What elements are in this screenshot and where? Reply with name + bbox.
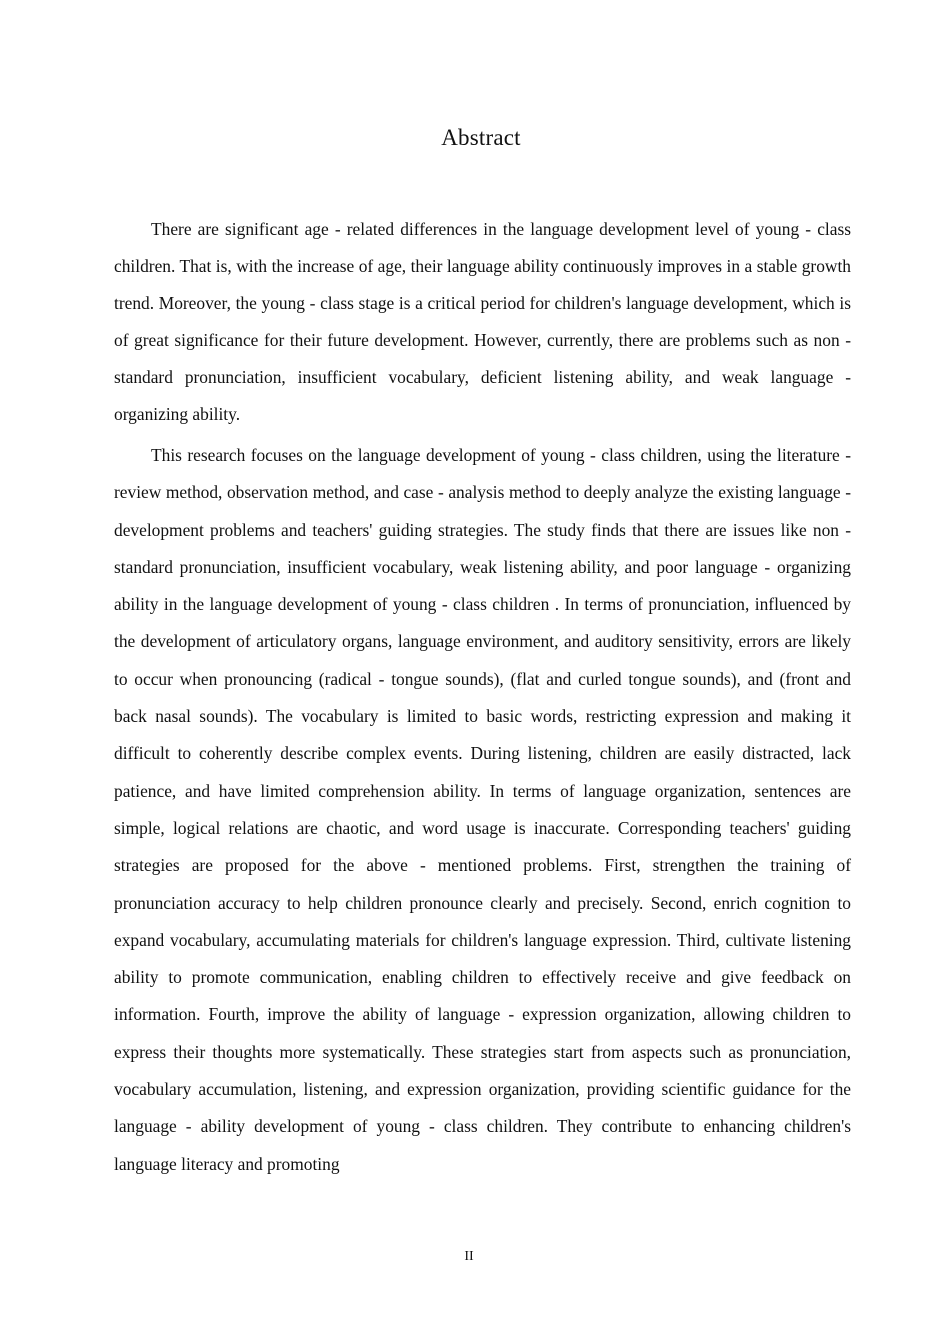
abstract-paragraph-1: There are significant age - related differences in the language development level of young - class children. That is, with the increase of age, their language ability continuously improves in a stable growth trend. Moreover, the young - class stage is a critical period for children's language development, which is of great significance for their future development. However, currently, there are problems such as non - standard pronunciation, insufficient vocabulary, deficient listening ability, and weak language - organizing ability. (114, 219, 851, 424)
page-number: II (464, 1249, 474, 1264)
abstract-body (114, 211, 851, 1183)
abstract-title: Abstract (441, 125, 521, 150)
abstract-paragraph-2: This research focuses on the language development of young - class children, using the literature - review method, observation method, and case - analysis method to deeply analyze the existing language - development problems and teachers' guiding strategies. The study finds that there are issues like non - standard pronunciation, insufficient vocabulary, weak listening ability, and poor language - organizing ability in the language development of young - class children . In terms of pronunciation, influenced by the development of articulatory organs, language environment, and auditory sensitivity, errors are likely to occur when pronouncing (radical - tongue sounds), (flat and curled tongue sounds), and (front and back nasal sounds). The vocabulary is limited to basic words, restricting expression and making it difficult to coherently describe complex events. During listening, children are easily distracted, lack patience, and have limited comprehension ability. In terms of language organization, sentences are simple, logical relations are chaotic, and word usage is inaccurate. Corresponding teachers' guiding strategies are proposed for the above - mentioned problems. First, strengthen the training of pronunciation accuracy to help children pronounce clearly and precisely. Second, enrich cognition to expand vocabulary, accumulating materials for children's language expression. Third, cultivate listening ability to promote communication, enabling children to effectively receive and give feedback on information. Fourth, improve the ability of language - expression organization, allowing children to express their thoughts more systematically. These strategies start from aspects such as pronunciation, vocabulary accumulation, listening, and expression organization, providing scientific guidance for the language - ability development of young - class children. They contribute to enhancing children's language literacy and promoting (114, 445, 851, 1174)
